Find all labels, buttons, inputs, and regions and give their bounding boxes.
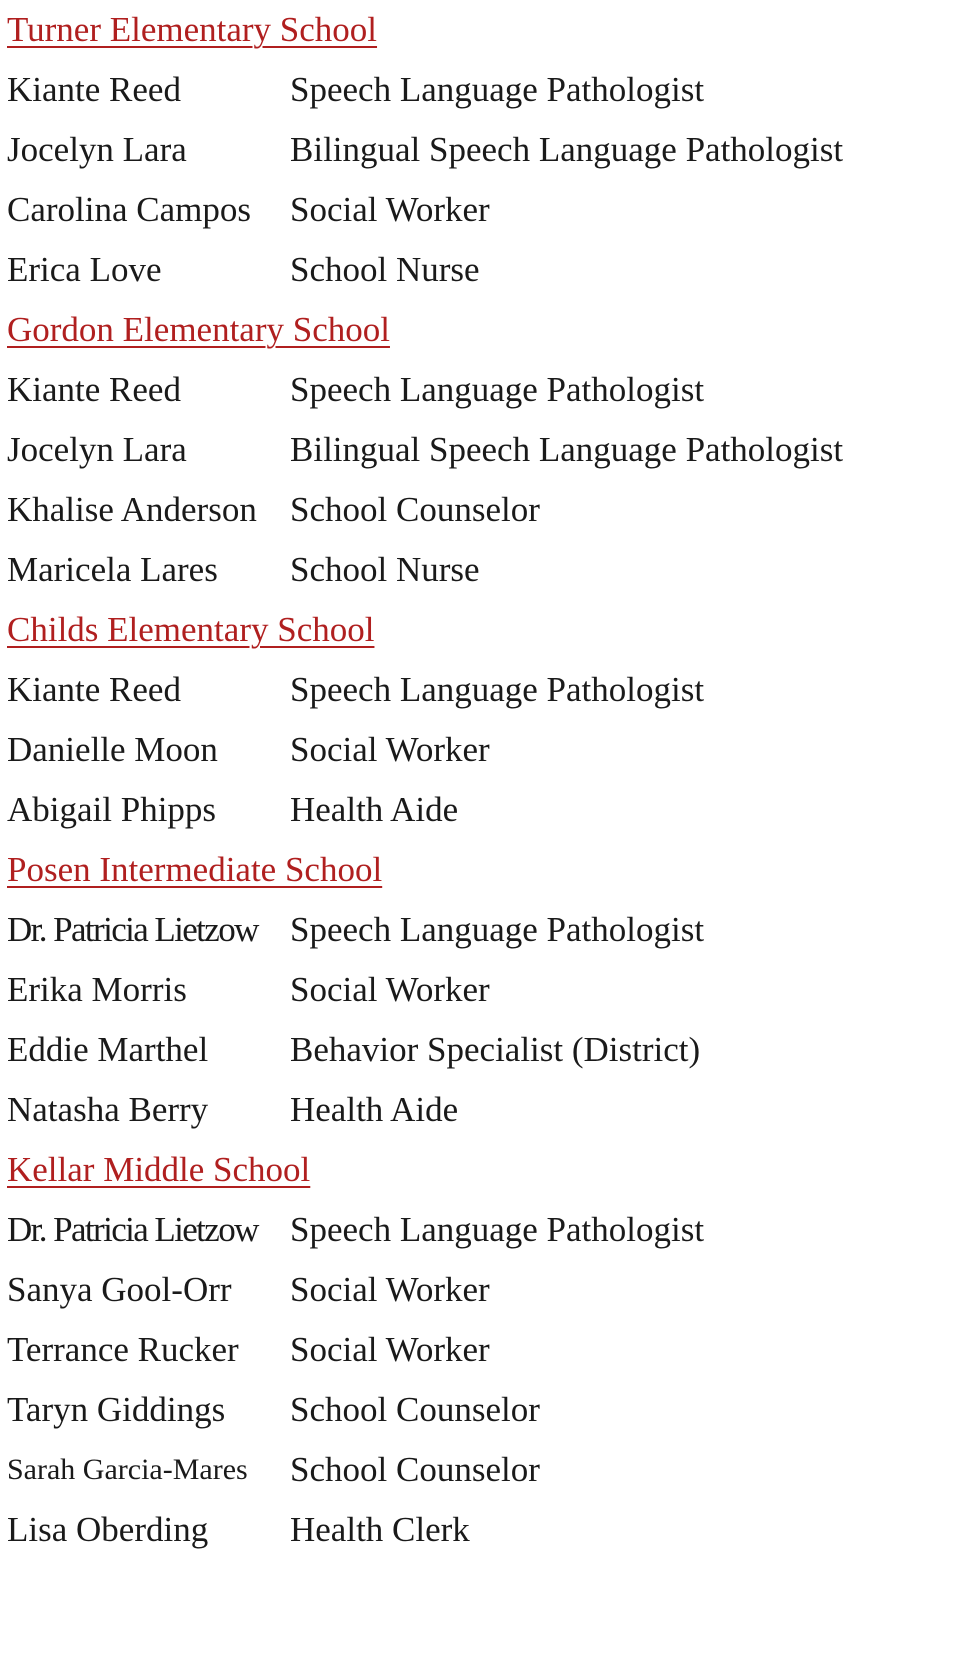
- staff-row: [7, 1260, 976, 1320]
- staff-row: [7, 360, 976, 420]
- staff-row: [7, 1200, 976, 1260]
- staff-name: Abigail Phipps: [7, 790, 217, 829]
- staff-row: [7, 900, 976, 960]
- staff-name: Danielle Moon: [7, 730, 218, 769]
- staff-role: Speech Language Pathologist: [290, 370, 705, 409]
- staff-row: [7, 720, 976, 780]
- staff-role: Health Aide: [290, 790, 459, 829]
- staff-role: Speech Language Pathologist: [290, 670, 705, 709]
- school-section-childs: [7, 600, 976, 840]
- staff-name: Khalise Anderson: [7, 490, 257, 529]
- staff-role: Speech Language Pathologist: [290, 1210, 705, 1249]
- staff-row: [7, 1080, 976, 1140]
- staff-row: [7, 60, 976, 120]
- staff-role: School Counselor: [290, 1390, 540, 1429]
- staff-role: Health Clerk: [290, 1510, 470, 1549]
- staff-role: School Nurse: [290, 550, 480, 589]
- staff-role: Social Worker: [290, 730, 490, 769]
- school-section-gordon: [7, 300, 976, 600]
- staff-name: Maricela Lares: [7, 550, 218, 589]
- staff-role: School Counselor: [290, 490, 540, 529]
- staff-role: School Nurse: [290, 250, 480, 289]
- staff-role: Bilingual Speech Language Pathologist: [290, 430, 844, 469]
- staff-name: Erika Morris: [7, 970, 187, 1009]
- staff-row: [7, 1380, 976, 1440]
- staff-name: Kiante Reed: [7, 70, 181, 109]
- staff-name: Dr. Patricia Lietzow: [7, 910, 258, 949]
- staff-row: [7, 420, 976, 480]
- school-heading[interactable]: Childs Elementary School: [7, 610, 375, 649]
- staff-role: Speech Language Pathologist: [290, 910, 705, 949]
- staff-name: Carolina Campos: [7, 190, 251, 229]
- school-section-turner: [7, 0, 976, 300]
- staff-role: Social Worker: [290, 190, 490, 229]
- staff-name: Kiante Reed: [7, 370, 181, 409]
- staff-role: School Counselor: [290, 1450, 540, 1489]
- school-heading[interactable]: Kellar Middle School: [7, 1150, 311, 1189]
- staff-row: [7, 1020, 976, 1080]
- staff-row: [7, 540, 976, 600]
- staff-row: [7, 480, 976, 540]
- staff-name: Sanya Gool-Orr: [7, 1270, 232, 1309]
- staff-role: Speech Language Pathologist: [290, 70, 705, 109]
- staff-row: [7, 960, 976, 1020]
- staff-row: [7, 660, 976, 720]
- staff-name: Terrance Rucker: [7, 1330, 239, 1369]
- staff-name: Lisa Oberding: [7, 1510, 209, 1549]
- staff-row: [7, 180, 976, 240]
- school-heading[interactable]: Posen Intermediate School: [7, 850, 383, 889]
- staff-row: [7, 1500, 976, 1560]
- staff-role: Social Worker: [290, 1270, 490, 1309]
- staff-row: [7, 240, 976, 300]
- staff-name: Jocelyn Lara: [7, 130, 187, 169]
- staff-role: Social Worker: [290, 1330, 490, 1369]
- staff-role: Health Aide: [290, 1090, 459, 1129]
- school-section-kellar: [7, 1140, 976, 1560]
- school-section-posen: [7, 840, 976, 1140]
- staff-name: Eddie Marthel: [7, 1030, 209, 1069]
- staff-role: Behavior Specialist (District): [290, 1030, 701, 1069]
- staff-row: [7, 1320, 976, 1380]
- staff-name: Erica Love: [7, 250, 162, 289]
- staff-row: [7, 780, 976, 840]
- staff-role: Social Worker: [290, 970, 490, 1009]
- school-heading[interactable]: Turner Elementary School: [7, 10, 378, 49]
- staff-row: [7, 120, 976, 180]
- staff-name: Kiante Reed: [7, 670, 181, 709]
- staff-name: Sarah Garcia-Mares: [7, 1453, 248, 1486]
- staff-name: Dr. Patricia Lietzow: [7, 1210, 258, 1249]
- staff-name: Jocelyn Lara: [7, 430, 187, 469]
- school-heading[interactable]: Gordon Elementary School: [7, 310, 390, 349]
- staff-row: [7, 1440, 976, 1500]
- staff-role: Bilingual Speech Language Pathologist: [290, 130, 844, 169]
- staff-name: Taryn Giddings: [7, 1390, 226, 1429]
- staff-name: Natasha Berry: [7, 1090, 209, 1129]
